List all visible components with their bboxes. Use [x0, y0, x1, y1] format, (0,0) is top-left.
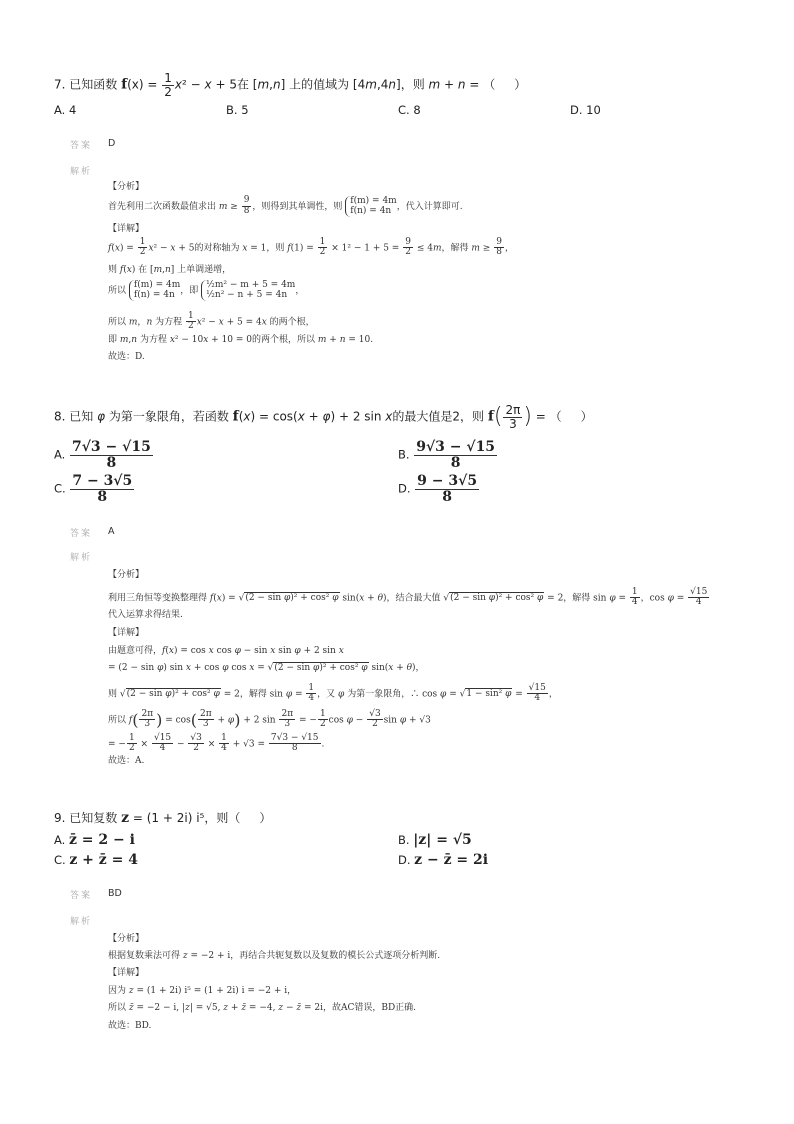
q8-line-1: 【分析】	[108, 570, 145, 580]
q9-answer-label: 答案	[70, 891, 93, 901]
q8-option-b: B. $\frac{9√3 - √15}{8}$	[398, 439, 496, 471]
q8-line-8: 所以 f( $\frac{2\pi}{3}$ ) = cos( $\frac{2\pi}{3}$ + φ) + 2 sin $\frac{2\pi}{3}$ = − $\frac{1}{2}$ cos φ − $\frac{√3}{2}$ sin φ + √3	[108, 709, 431, 730]
q7-line-1: 【分析】	[108, 182, 145, 192]
q9-option-c: C. z + z̄ = 4	[54, 852, 138, 868]
q8-line-10: 故选：A.	[108, 756, 145, 766]
q9-line-6: 故选：BD.	[108, 1021, 152, 1031]
question-7-stem: 7. 已知函数 f(x) = $\frac{1}{2}$ x² − x + 5在 [m,n] 上的值域为 [4m,4n]，则 m + n = （ ）	[54, 71, 527, 99]
q7-line-4: f(x) = $\frac{1}{2}$ x² − x + 5的对称轴为 x = 1，则 f(1) = $\frac{1}{2}$ × 1² − 1 + 5 = $\frac{9}{2}$ ≤ 4m，解得 m ≥ $\frac{9}{8}$ ，	[108, 237, 514, 258]
q9-line-2: 根据复数乘法可得 z = −2 + i，再结合共轭复数以及复数的模长公式逐项分析判断.	[108, 951, 441, 961]
q9-option-a: A. z̄ = 2 − i	[54, 832, 135, 848]
question-9-stem: 9. 已知复数 z = (1 + 2i) i⁵，则（ ）	[54, 810, 272, 826]
q8-line-3: 代入运算求得结果.	[108, 610, 183, 620]
q7-line-3: 【详解】	[108, 224, 145, 234]
q8-option-d: D. $\frac{9 - 3√5}{8}$	[398, 473, 478, 505]
q8-line-5: 由题意可得，f(x) = cos x cos φ − sin x sin φ + 2 sin x	[108, 646, 344, 656]
q7-line-6: 所以 f(m) = 4m f(n) = 4n ，即 ½m² − m + 5 = 4m ½n² − n + 5 = 4n ，	[108, 280, 305, 301]
question-8-stem: 8. 已知 φ 为第一象限角，若函数 f(x) = cos(x + φ) + 2 sin x的最大值是2，则 f( $\frac{2\pi}{3}$ ) = （ ）	[54, 403, 593, 431]
q7-line-8: 即 m,n 为方程 x² − 10x + 10 = 0的两个根，所以 m + n = 10.	[108, 335, 374, 345]
q9-line-1: 【分析】	[108, 934, 145, 944]
q8-line-6: = (2 − sin φ) sin x + cos φ cos x = √(2 − sin φ)² + cos² φ sin(x + θ)，	[108, 663, 425, 673]
q9-line-3: 【详解】	[108, 968, 145, 978]
q8-line-7: 则 √(2 − sin φ)² + cos² φ = 2，解得 sin φ = $\frac{1}{4}$ ，又 φ 为第一象限角，∴ cos φ = √1 − sin² φ = $\frac{√15}{4}$ ，	[108, 683, 558, 704]
q7-answer: D	[108, 138, 116, 149]
q7-line-7: 所以 m，n 为方程 $\frac{1}{2}$ x² − x + 5 = 4x 的两个根，	[108, 311, 315, 332]
q9-analysis-label: 解析	[70, 917, 93, 927]
q8-line-9: = − $\frac{1}{2}$ × $\frac{√15}{4}$ − $\frac{√3}{2}$ × $\frac{1}{4}$ + √3 = $\frac{7√3 - √15}{8}$ .	[108, 733, 325, 754]
q7-line-9: 故选：D.	[108, 352, 145, 362]
q9-option-d: D. z − z̄ = 2i	[398, 852, 489, 868]
q7-option-b: B. 5	[226, 103, 249, 117]
q8-option-a: A. $\frac{7√3 - √15}{8}$	[54, 439, 151, 471]
q7-option-a: A. 4	[54, 103, 77, 117]
q8-answer-label: 答案	[70, 529, 93, 539]
q9-line-5: 所以 z̄ = −2 − i, |z| = √5, z + z̄ = −4, z − z̄ = 2i，故AC错误，BD正确.	[108, 1003, 417, 1013]
q7-analysis-label: 解析	[70, 167, 93, 177]
q9-option-b: B. |z| = √5	[398, 832, 472, 848]
q9-line-4: 因为 z = (1 + 2i) i⁵ = (1 + 2i) i = −2 + i，	[108, 986, 297, 996]
q8-line-4: 【详解】	[108, 628, 145, 638]
q8-option-c: C. $\frac{7 - 3√5}{8}$	[54, 473, 133, 505]
q8-analysis-label: 解析	[70, 553, 93, 563]
q8-line-2: 利用三角恒等变换整理得 f(x) = √(2 − sin φ)² + cos² φ sin(x + θ)，结合最大值 √(2 − sin φ)² + cos² φ = 2，解得 sin φ = $\frac{1}{4}$ ，cos φ = $\frac{√15}{4}$	[108, 587, 708, 608]
q7-answer-label: 答案	[70, 141, 93, 151]
q7-line-2: 首先利用二次函数最值求出 m ≥ $\frac{9}{8}$ ，则得到其单调性，则 f(m) = 4m f(n) = 4n ，代入计算即可.	[108, 195, 463, 217]
q7-option-c: C. 8	[398, 103, 421, 117]
q7-option-d: D. 10	[570, 103, 601, 117]
q9-answer: BD	[108, 888, 122, 899]
q7-line-5: 则 f(x) 在 [m,n] 上单调递增，	[108, 265, 232, 275]
q8-answer: A	[108, 526, 115, 537]
